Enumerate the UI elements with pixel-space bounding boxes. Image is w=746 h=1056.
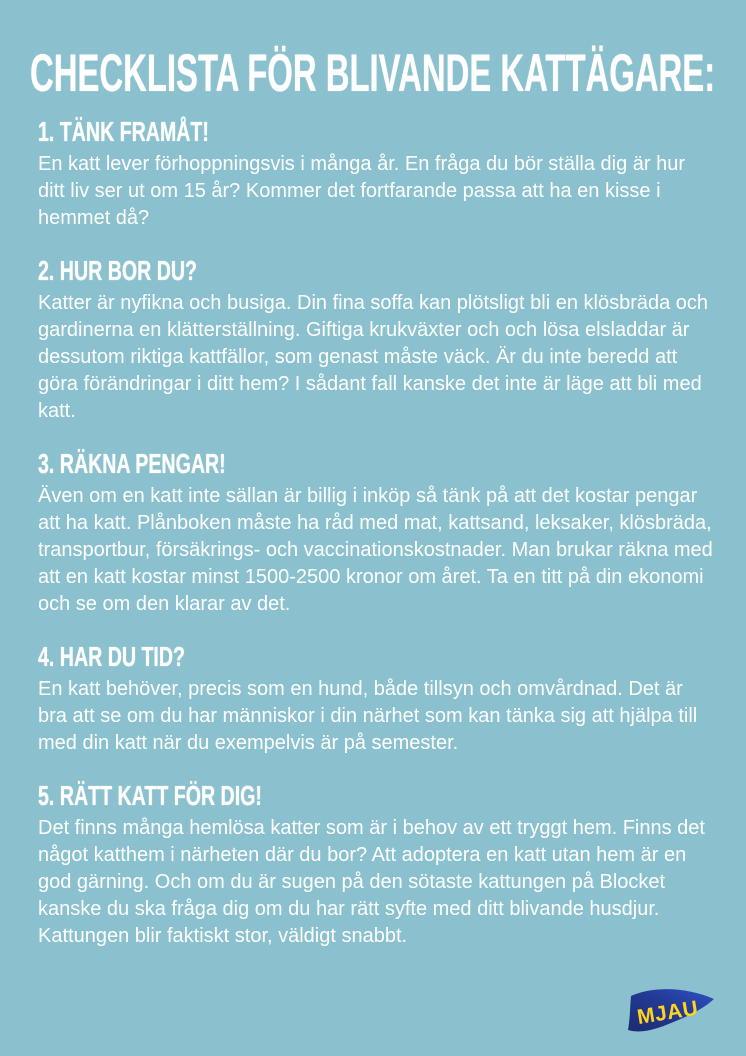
section-body: Katter är nyfikna och busiga. Din fina soffa kan plötsligt bli en klösbräda och gardinerna en klätterställning. Giftiga krukväxter och och lösa elsladdar är dessutom riktiga kattfällor, som genast måste väck. Är du inte beredd att göra förändringar i ditt hem? I sådant fall kanske det inte är läge att bli med katt. (38, 292, 709, 422)
section-heading: 2. HUR BOR DU? (38, 255, 197, 286)
section-hur-bor-du (38, 256, 718, 425)
section-body: Även om en katt inte sällan är billig i inköp så tänk på att det kostar pengar att ha katt. Plånboken måste ha råd med mat, kattsand, leksaker, klösbräda, transportbur, försäkrings- och vaccinationskostnader. Man brukar räkna med att en katt kostar minst 1500-2500 kronor om året. Ta en titt på din ekonomi och se om den klarar av det. (38, 485, 713, 615)
section-body: Det finns många hemlösa katter som är i behov av ett tryggt hem. Finns det något katthem i närheten där du bor? Att adoptera en katt utan hem är en god gärning. Och om du är sugen på den sötaste kattungen på Blocket kanske du ska fråga dig om du har rätt syfte med ditt blivande husdjur. Kattungen blir faktiskt stor, väldigt snabbt. (38, 817, 705, 947)
mjau-logo-text: MJAU (635, 996, 700, 1030)
section-ratt-katt (38, 781, 718, 950)
checklist-content (38, 117, 718, 950)
section-heading: 1. TÄNK FRAMÅT! (38, 116, 209, 147)
section-har-du-tid (38, 642, 718, 757)
section-heading: 5. RÄTT KATT FÖR DIG! (38, 780, 262, 811)
section-heading: 4. HAR DU TID? (38, 641, 185, 672)
section-rakna-pengar (38, 449, 718, 618)
section-body: En katt lever förhoppningsvis i många år. En fråga du bör ställa dig är hur ditt liv ser ut om 15 år? Kommer det fortfarande passa att ha en kisse i hemmet då? (38, 153, 686, 229)
mjau-flag-icon (624, 986, 716, 1040)
mjau-logo (624, 986, 716, 1040)
section-heading: 3. RÄKNA PENGAR! (38, 448, 226, 479)
section-tank-framat (38, 117, 718, 232)
section-body: En katt behöver, precis som en hund, både tillsyn och omvårdnad. Det är bra att se om du har människor i din närhet som kan tänka sig att hjälpa till med din katt när du exempelvis är på semester. (38, 678, 698, 754)
page-title: CHECKLISTA FÖR BLIVANDE KATTÄGARE: (30, 44, 716, 103)
